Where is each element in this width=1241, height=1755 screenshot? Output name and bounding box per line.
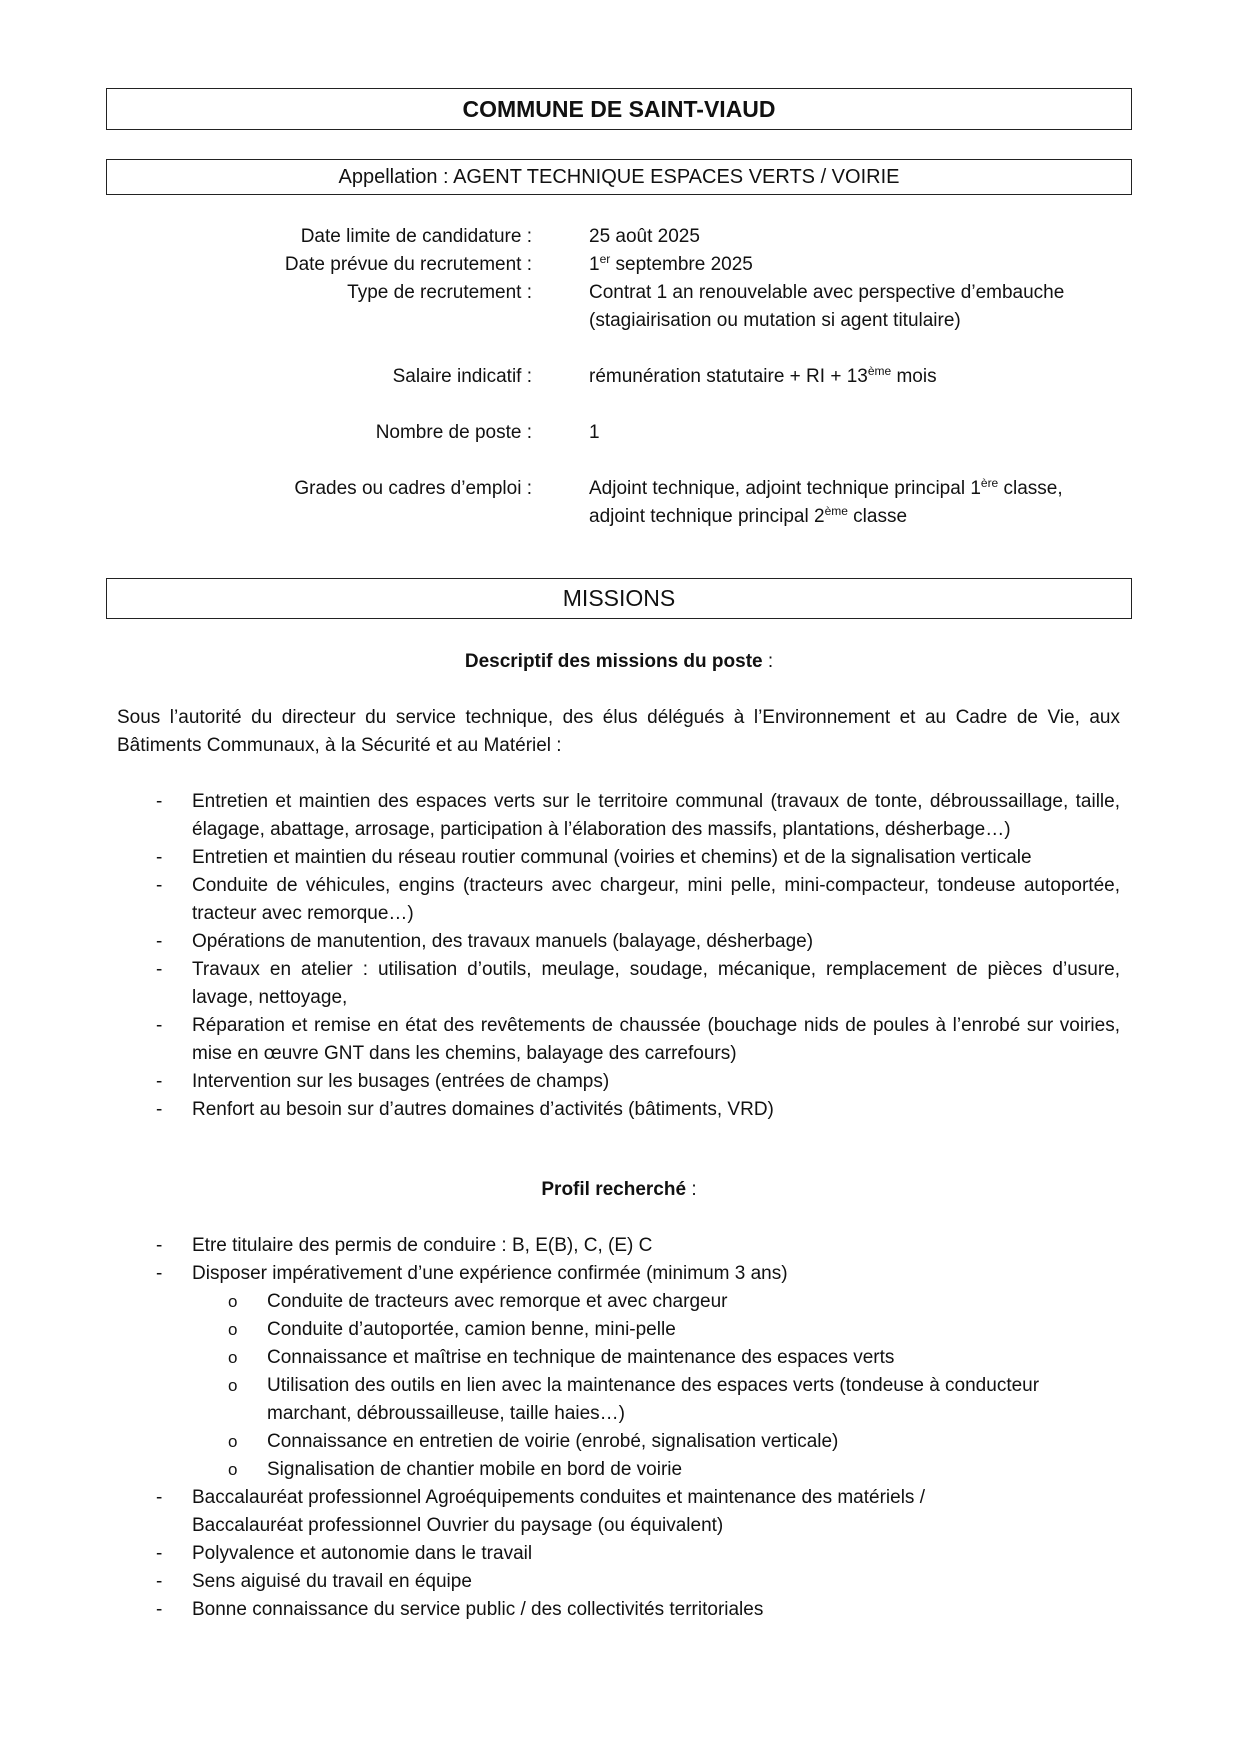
- dash-bullet: -: [156, 875, 163, 896]
- list-item: - Intervention sur les busages (entrées de champs): [117, 1068, 1120, 1096]
- list-item: - Disposer impérativement d’une expérience confirmée (minimum 3 ans) o Conduite de tracteurs avec remorque et avec chargeur o Conduite d’autoportée, camion benne, mini-pelle o Connaissance et maîtrise en technique de maintenance des espaces verts o Utilisation des outils en lien avec la maintenance des espaces verts (tondeuse à conducteur marchant, débroussailleuse, taille haies…) o Connaissance en entretien de voirie (enrobé, signalisation verticale) o Signalisation de chantier mobile en bord de voirie: [117, 1260, 1120, 1484]
- descriptif-heading: Descriptif des missions du poste :: [464, 651, 774, 672]
- list-item: - Polyvalence et autonomie dans le travail: [117, 1540, 1120, 1568]
- circle-bullet: o: [228, 1460, 238, 1479]
- list-item: - Travaux en atelier : utilisation d’outils, meulage, soudage, mécanique, remplacement de pièces d’usure, lavage, nettoyage,: [117, 956, 1120, 1012]
- missions-list: [117, 788, 1120, 1124]
- list-item: - Baccalauréat professionnel Agroéquipements conduites et maintenance des matériels / Baccalauréat professionnel Ouvrier du paysage (ou équivalent): [117, 1484, 1120, 1540]
- dash-bullet: -: [156, 1599, 163, 1620]
- job-appellation: Appellation : AGENT TECHNIQUE ESPACES VERTS / VOIRIE: [106, 159, 1132, 195]
- list-item: - Opérations de manutention, des travaux manuels (balayage, désherbage): [117, 928, 1120, 956]
- info-label: Salaire indicatif :: [392, 366, 532, 387]
- list-item: - Entretien et maintien du réseau routier communal (voiries et chemins) et de la signalisation verticale: [117, 844, 1120, 872]
- missions-title: MISSIONS: [106, 578, 1132, 619]
- missions-intro: Sous l’autorité du directeur du service technique, des élus délégués à l’Environnement et au Cadre de Vie, aux Bâtiments Communaux, à la Sécurité et au Matériel :: [117, 707, 1120, 756]
- info-value: 1: [589, 422, 600, 443]
- dash-bullet: -: [156, 931, 163, 952]
- dash-bullet: -: [156, 1543, 163, 1564]
- dash-bullet: -: [156, 1099, 163, 1120]
- circle-bullet: o: [228, 1432, 238, 1451]
- dash-bullet: -: [156, 1487, 163, 1508]
- dash-bullet: -: [156, 959, 163, 980]
- dash-bullet: -: [156, 847, 163, 868]
- info-label: Nombre de poste :: [375, 422, 532, 443]
- dash-bullet: -: [156, 1071, 163, 1092]
- sub-list-item: o Conduite de tracteurs avec remorque et avec chargeur: [192, 1288, 1120, 1316]
- commune-title: COMMUNE DE SAINT-VIAUD: [106, 88, 1132, 130]
- sub-list-item: o Connaissance en entretien de voirie (enrobé, signalisation verticale): [192, 1428, 1120, 1456]
- info-value: Contrat 1 an renouvelable avec perspective d’embauche (stagiairisation ou mutation si agent titulaire): [589, 282, 1065, 331]
- info-value: 25 août 2025: [589, 226, 700, 247]
- list-item: - Bonne connaissance du service public / des collectivités territoriales: [117, 1596, 1120, 1624]
- info-value: 1er septembre 2025: [589, 252, 753, 275]
- circle-bullet: o: [228, 1348, 238, 1367]
- list-item: - Entretien et maintien des espaces verts sur le territoire communal (travaux de tonte, débroussaillage, taille, élagage, abattage, arrosage, participation à l’élaboration des massifs, plantations, désherbage…): [117, 788, 1120, 844]
- info-label: Date limite de candidature :: [300, 226, 532, 247]
- list-item: - Renfort au besoin sur d’autres domaines d’activités (bâtiments, VRD): [117, 1096, 1120, 1124]
- list-item: - Conduite de véhicules, engins (tracteurs avec chargeur, mini pelle, mini-compacteur, tondeuse autoportée, tracteur avec remorque…): [117, 872, 1120, 928]
- circle-bullet: o: [228, 1376, 238, 1395]
- dash-bullet: -: [156, 1263, 163, 1284]
- circle-bullet: o: [228, 1320, 238, 1339]
- list-item: - Sens aiguisé du travail en équipe: [117, 1568, 1120, 1596]
- profil-list: [117, 1232, 1120, 1624]
- profil-heading: Profil recherché :: [541, 1179, 697, 1200]
- info-label: Grades ou cadres d’emploi :: [294, 478, 532, 499]
- dash-bullet: -: [156, 791, 163, 812]
- info-label: Date prévue du recrutement :: [284, 254, 532, 275]
- info-value: rémunération statutaire + RI + 13ème mois: [589, 364, 937, 387]
- info-label: Type de recrutement :: [347, 282, 532, 303]
- circle-bullet: o: [228, 1292, 238, 1311]
- info-value: Adjoint technique, adjoint technique principal 1ère classe, adjoint technique principal 2ème classe: [589, 476, 1063, 527]
- experience-sublist: [192, 1288, 1120, 1484]
- sub-list-item: o Connaissance et maîtrise en technique de maintenance des espaces verts: [192, 1344, 1120, 1372]
- dash-bullet: -: [156, 1235, 163, 1256]
- list-item: - Etre titulaire des permis de conduire : B, E(B), C, (E) C: [117, 1232, 1120, 1260]
- sub-list-item: o Utilisation des outils en lien avec la maintenance des espaces verts (tondeuse à conducteur marchant, débroussailleuse, taille haies…): [192, 1372, 1120, 1428]
- list-item: - Réparation et remise en état des revêtements de chaussée (bouchage nids de poules à l’enrobé sur voiries, mise en œuvre GNT dans les chemins, balayage des carrefours): [117, 1012, 1120, 1068]
- sub-list-item: o Conduite d’autoportée, camion benne, mini-pelle: [192, 1316, 1120, 1344]
- dash-bullet: -: [156, 1015, 163, 1036]
- dash-bullet: -: [156, 1571, 163, 1592]
- sub-list-item: o Signalisation de chantier mobile en bord de voirie: [192, 1456, 1120, 1484]
